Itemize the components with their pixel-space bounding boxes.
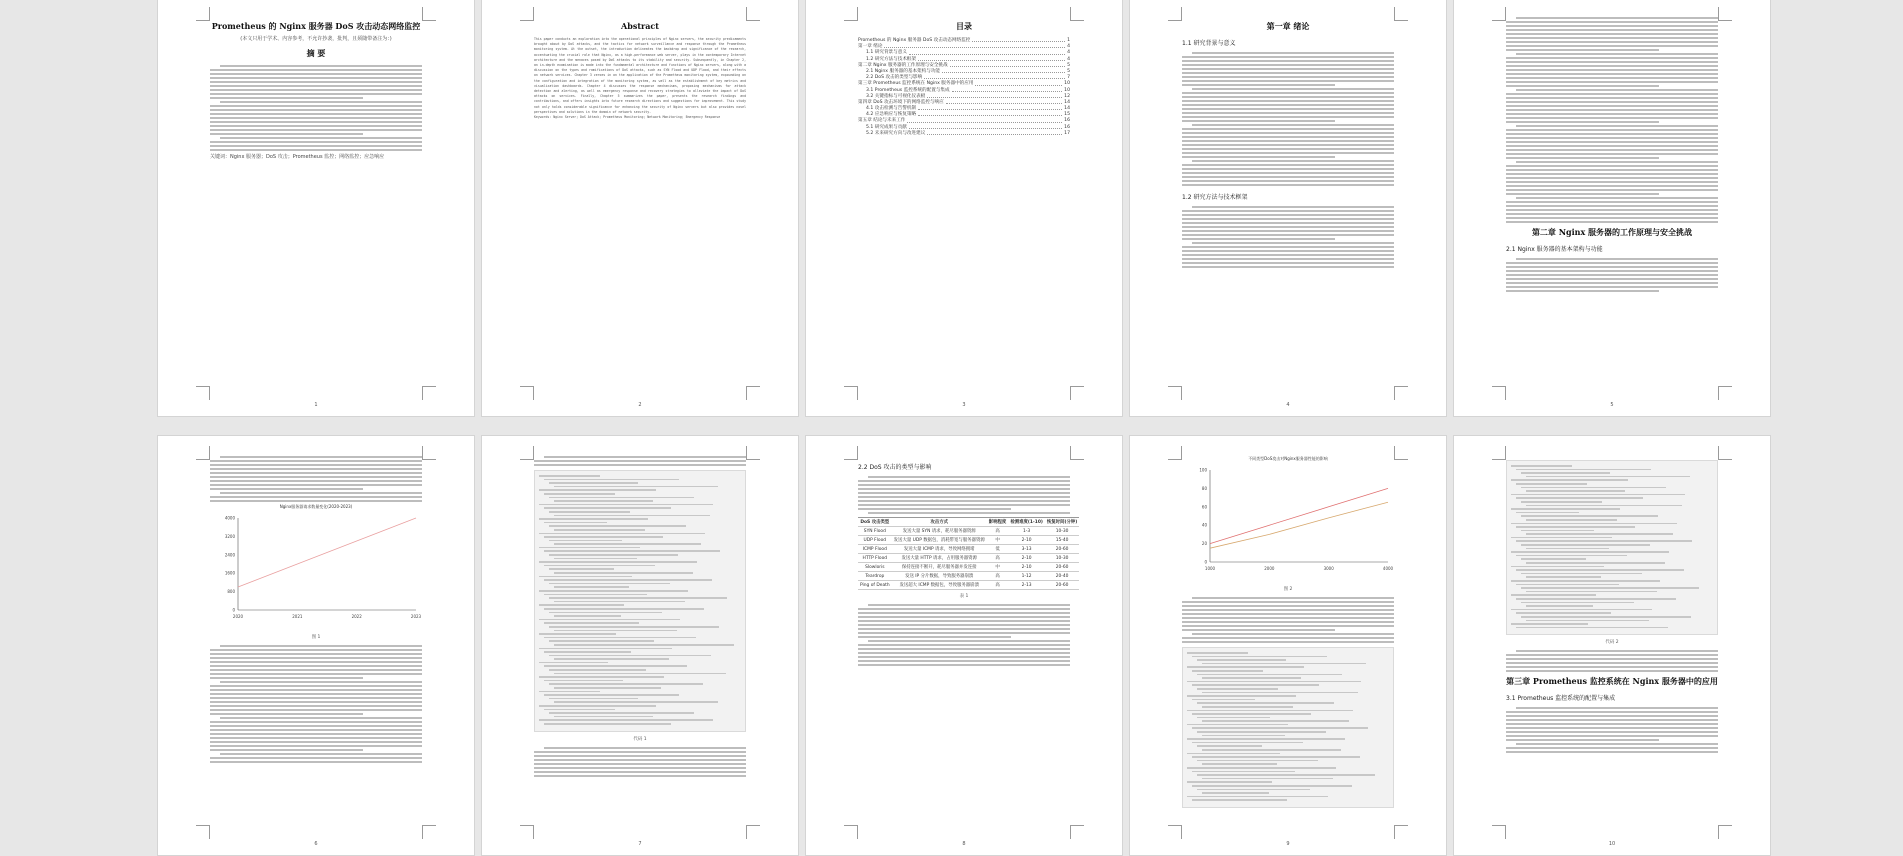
y-tick-label: 3200 — [224, 533, 235, 539]
page-8-body-bottom — [858, 604, 1070, 666]
table-cell: HTTP Flood — [858, 554, 892, 563]
toc-leader-dots — [975, 81, 1062, 85]
chart-2 — [1182, 462, 1396, 580]
table-cell: 发送超大 ICMP 数据包，导致服务器崩溃 — [892, 581, 987, 590]
page-6-body-top — [210, 456, 422, 502]
toc-entry[interactable] — [858, 131, 1070, 137]
page-number: 5 — [1610, 402, 1614, 408]
toc-entry-page: 4 — [1067, 56, 1070, 62]
table-header-cell: 恢复时间(分钟) — [1045, 518, 1079, 527]
y-tick-label: 2400 — [224, 552, 235, 558]
page-6-body-bottom — [210, 645, 422, 763]
y-tick-label: 80 — [1201, 485, 1207, 491]
toc-entry-title: 5.2 未来研究方向与改进建议 — [866, 130, 926, 136]
table-cell: 高 — [987, 527, 1009, 536]
table-cell: 1-3 — [1008, 527, 1045, 536]
chart-1 — [210, 510, 424, 628]
page-number: 7 — [638, 841, 642, 847]
page-number: 6 — [314, 841, 318, 847]
toc-leader-dots — [918, 106, 1062, 110]
toc-entry-page: 4 — [1067, 44, 1070, 50]
page-4 — [1129, 0, 1447, 417]
table-cell: 发送大量 UDP 数据包，消耗带宽与服务器资源 — [892, 536, 987, 545]
page-7-body-top — [534, 456, 746, 466]
table-cell: 2-10 — [1008, 554, 1045, 563]
toc-entry-page: 14 — [1064, 106, 1070, 112]
toc-entry-page: 5 — [1067, 68, 1070, 74]
table-cell: 20-40 — [1045, 572, 1079, 581]
dos-attack-table — [858, 517, 1079, 590]
y-tick-label: 60 — [1201, 504, 1207, 510]
table-header-cell: 攻击方式 — [892, 518, 987, 527]
code-block-3 — [1506, 460, 1718, 635]
page-10-body — [1506, 650, 1718, 672]
toc-leader-dots — [884, 44, 1065, 48]
toc-leader-dots — [918, 57, 1065, 61]
table-cell: 中 — [987, 563, 1009, 572]
section-3-1-body — [1506, 707, 1718, 753]
series-line — [238, 518, 416, 587]
page-number: 2 — [638, 402, 642, 408]
y-tick-label: 0 — [1204, 559, 1207, 565]
y-tick-label: 40 — [1201, 522, 1207, 528]
toc-entry-page: 4 — [1067, 50, 1070, 56]
table-cell: 高 — [987, 554, 1009, 563]
table-cell: SYN Flood — [858, 527, 892, 536]
x-tick-label: 2000 — [1264, 566, 1275, 571]
toc-entry-title: 第二章 Nginx 服务器的工作原理与安全挑战 — [858, 62, 948, 68]
table-cell: 15-40 — [1045, 536, 1079, 545]
table-of-contents — [858, 38, 1070, 137]
toc-entry-page: 17 — [1064, 130, 1070, 136]
page-5 — [1453, 0, 1771, 417]
page-number: 10 — [1608, 841, 1616, 847]
toc-leader-dots — [927, 131, 1062, 135]
code-block-1 — [534, 470, 746, 732]
table-row — [858, 527, 1079, 536]
y-tick-label: 100 — [1199, 467, 1207, 473]
abstract-en-body: This paper conducts an exploration into the operational principles of Nginx servers, the security predicaments brought about by DoS attacks, and the tactics for network surveillance and response through the Prometheus monitoring system. At the outset, the introduction delineates the backdrop and significance of the research, accentuating the crucial role that Nginx, as a high-performance web server, plays in the contemporary Internet architecture and the menaces posed by DoS attacks to its stability and security. Subsequently, in Chapter 2, an in-depth examination is made into the fundamental architecture and functions of Nginx servers, along with a discussion on the types and ramifications of DoS attacks, such as SYN Flood and UDP Flood, and their effects on network services. Chapter 3 zeroes in on the application of the Prometheus monitoring system, expounding on the configuration and integration of the monitoring system, as well as the establishment of key metrics and visualization dashboards. Chapter 4 discusses the response mechanisms, proposing mechanisms for attack detection and alerting, as well as emergency response and recovery strategies to alleviate the impact of DoS attacks on services. Finally, Chapter 5 summarizes the paper, presents the research findings and contributions, and offers insights into future research directions and suggestions for improvement. This study not only holds considerable significance for enhancing the security of Nginx servers but also provides novel perspectives and solutions in the domain of network security. — [534, 37, 746, 114]
table-cell: 2-13 — [1008, 581, 1045, 590]
table-row — [858, 545, 1079, 554]
page-9-body — [1182, 597, 1394, 643]
table-cell: Ping of Death — [860, 582, 890, 588]
section-1-1-body — [1182, 52, 1394, 186]
toc-entry-page: 16 — [1064, 124, 1070, 130]
y-tick-label: 4000 — [224, 515, 235, 521]
toc-entry-title: 4.2 应急响应与恢复策略 — [866, 112, 917, 118]
toc-entry-page: 14 — [1064, 99, 1070, 105]
chapter-3-heading: 第三章 Prometheus 监控系统在 Nginx 服务器中的应用 — [1506, 676, 1718, 687]
paper-subtitle: (本文只用于学术、内容参考，不允许抄袭，批判，且须随带备注为：) — [240, 36, 392, 42]
table-cell: 高 — [987, 581, 1009, 590]
toc-entry-title: 4.1 攻击检测与告警机制 — [866, 106, 917, 112]
toc-leader-dots — [972, 38, 1065, 42]
toc-entry-title: 3.1 Prometheus 监控系统的配置与集成 — [866, 87, 950, 93]
toc-entry-title: 1.1 研究背景与意义 — [866, 50, 907, 56]
toc-leader-dots — [918, 112, 1062, 116]
abstract-en-keywords: Keywords: Nginx Server; DoS Attack; Prometheus Monitoring; Network Monitoring; Emergency Response — [534, 115, 721, 120]
abstract-en-heading: Abstract — [621, 21, 659, 31]
toc-leader-dots — [924, 75, 1065, 79]
table-cell: 低 — [987, 545, 1009, 554]
toc-entry-title: 2.1 Nginx 服务器的基本架构与功能 — [866, 68, 941, 74]
x-tick-label: 2020 — [232, 614, 244, 619]
table-cell: 发送 IP 分片数据，导致服务器崩溃 — [892, 572, 987, 581]
table-cell: UDP Flood — [858, 536, 892, 545]
table-cell: 发送大量 ICMP 请求，导致网络拥堵 — [892, 545, 987, 554]
toc-entry-page: 5 — [1067, 62, 1070, 68]
page-3 — [805, 0, 1123, 417]
x-tick-label: 4000 — [1382, 566, 1394, 571]
toc-entry-page: 7 — [1067, 75, 1070, 81]
toc-entry-page: 12 — [1064, 93, 1070, 99]
page-number: 8 — [962, 841, 966, 847]
toc-heading: 目录 — [956, 21, 972, 31]
x-tick-label: 2021 — [292, 614, 303, 619]
x-tick-label: 3000 — [1323, 566, 1334, 571]
chart-2-title: 不同类型DoS攻击对Nginx服务器性能的影响 — [1248, 456, 1328, 461]
table-cell: 保持连接不断开，耗尽服务器并发连接 — [892, 563, 987, 572]
page-5-body — [1506, 17, 1718, 223]
table-cell: 10-30 — [1045, 527, 1079, 536]
toc-leader-dots — [946, 100, 1062, 104]
table-row — [858, 572, 1079, 581]
chart-1-title: Nginx服务器请求数量变化(2020-2023) — [279, 504, 353, 509]
section-2-2-body — [858, 476, 1070, 514]
toc-entry-page: 10 — [1064, 81, 1070, 87]
section-2-1: 2.1 Nginx 服务器的基本架构与功能 — [1506, 246, 1603, 253]
page-number: 1 — [314, 402, 318, 408]
page-number: 9 — [1286, 841, 1290, 847]
page-6 — [157, 435, 475, 856]
table-cell: 中 — [987, 536, 1009, 545]
chapter-1-heading: 第一章 绪论 — [1266, 21, 1310, 31]
toc-leader-dots — [907, 118, 1062, 122]
y-tick-label: 800 — [227, 589, 235, 595]
page-7 — [481, 435, 799, 856]
page-number: 4 — [1286, 402, 1290, 408]
section-1-2: 1.2 研究方法与技术框架 — [1182, 194, 1248, 201]
chart-1-caption: 图 1 — [311, 635, 321, 640]
table-cell: 发送大量 SYN 请求，耗尽服务器资源 — [892, 527, 987, 536]
table-cell: 20-60 — [1045, 545, 1079, 554]
page-7-body-bottom — [534, 747, 746, 777]
page-8 — [805, 435, 1123, 856]
toc-leader-dots — [909, 125, 1062, 129]
y-tick-label: 0 — [232, 607, 235, 613]
toc-entry-page: 16 — [1064, 118, 1070, 124]
section-2-1-body — [1506, 258, 1718, 292]
table-cell: 20-60 — [1045, 581, 1079, 590]
table-cell: 发送大量 HTTP 请求，占用服务器资源 — [892, 554, 987, 563]
toc-entry-title: 5.1 研究成果与贡献 — [866, 124, 907, 130]
toc-leader-dots — [909, 50, 1065, 54]
x-tick-label: 1000 — [1204, 566, 1216, 571]
section-1-1: 1.1 研究背景与意义 — [1182, 40, 1236, 47]
table-row — [858, 563, 1079, 572]
x-tick-label: 2023 — [410, 614, 422, 619]
section-2-2: 2.2 DoS 攻击的类型与影响 — [858, 464, 932, 471]
table-cell: 10-30 — [1045, 554, 1079, 563]
toc-entry-title: 2.2 DoS 攻击的类型与影响 — [866, 75, 923, 81]
table-cell: Slowloris — [858, 563, 892, 572]
table-cell: ICMP Flood — [858, 545, 892, 554]
toc-entry-title: 第四章 DoS 攻击环境下的网络监控与响应 — [858, 99, 944, 105]
table-header-cell: 影响程度 — [987, 518, 1009, 527]
keywords: 关键词：Nginx 服务器；DoS 攻击；Prometheus 监控；网络监控；应急响应 — [210, 154, 385, 160]
toc-entry-title: 第五章 结论与未来工作 — [858, 118, 906, 124]
table-row — [858, 581, 1079, 590]
toc-entry-title: 1.2 研究方法与技术框架 — [866, 56, 917, 62]
series-line — [1210, 502, 1388, 548]
table-1-caption: 表 1 — [959, 594, 969, 599]
toc-entry-title: Prometheus 的 Nginx 服务器 DoS 攻击动态网络监控 — [858, 38, 971, 43]
abstract-heading: 摘 要 — [306, 48, 326, 58]
table-row — [858, 536, 1079, 545]
toc-leader-dots — [950, 63, 1065, 67]
toc-leader-dots — [952, 88, 1063, 92]
table-cell: 2-10 — [1008, 536, 1045, 545]
code-1-caption: 代码 1 — [633, 736, 647, 742]
toc-entry-title: 3.2 关键指标与可视化仪表板 — [866, 93, 926, 99]
code-2-caption: 代码 2 — [1605, 640, 1619, 646]
toc-leader-dots — [942, 69, 1065, 73]
page-number: 3 — [962, 402, 966, 408]
abstract-body — [210, 65, 422, 151]
table-cell: 2-10 — [1008, 563, 1045, 572]
page-2 — [481, 0, 799, 417]
paper-title: Prometheus 的 Nginx 服务器 DoS 攻击动态网络监控 — [211, 21, 421, 31]
section-3-1: 3.1 Prometheus 监控系统的配置与集成 — [1506, 695, 1616, 703]
toc-entry-title: 第一章 绪论 — [858, 44, 883, 50]
page-10 — [1453, 435, 1771, 856]
page-9 — [1129, 435, 1447, 856]
chapter-2-heading: 第二章 Nginx 服务器的工作原理与安全挑战 — [1531, 227, 1693, 237]
page-1 — [157, 0, 475, 417]
toc-entry-title: 第三章 Prometheus 监控系统在 Nginx 服务器中的应用 — [858, 81, 974, 87]
chart-2-caption: 图 2 — [1283, 587, 1293, 592]
code-block-2 — [1182, 647, 1394, 808]
table-cell: Teardrop — [858, 572, 892, 581]
y-tick-label: 1600 — [224, 570, 235, 576]
table-cell: 3-13 — [1008, 545, 1045, 554]
table-header-cell: 检测难度(1-10) — [1008, 518, 1045, 527]
toc-entry-page: 1 — [1067, 38, 1070, 43]
toc-entry-page: 10 — [1064, 87, 1070, 93]
table-cell: 1-12 — [1008, 572, 1045, 581]
series-line — [1210, 488, 1388, 543]
toc-entry-page: 15 — [1064, 112, 1070, 118]
section-1-2-body — [1182, 206, 1394, 268]
y-tick-label: 20 — [1201, 541, 1207, 547]
table-header-cell: DoS 攻击类型 — [858, 518, 892, 527]
x-tick-label: 2022 — [351, 614, 362, 619]
table-cell: 高 — [987, 572, 1009, 581]
toc-leader-dots — [927, 94, 1062, 98]
table-cell: 20-60 — [1045, 563, 1079, 572]
table-row — [858, 554, 1079, 563]
